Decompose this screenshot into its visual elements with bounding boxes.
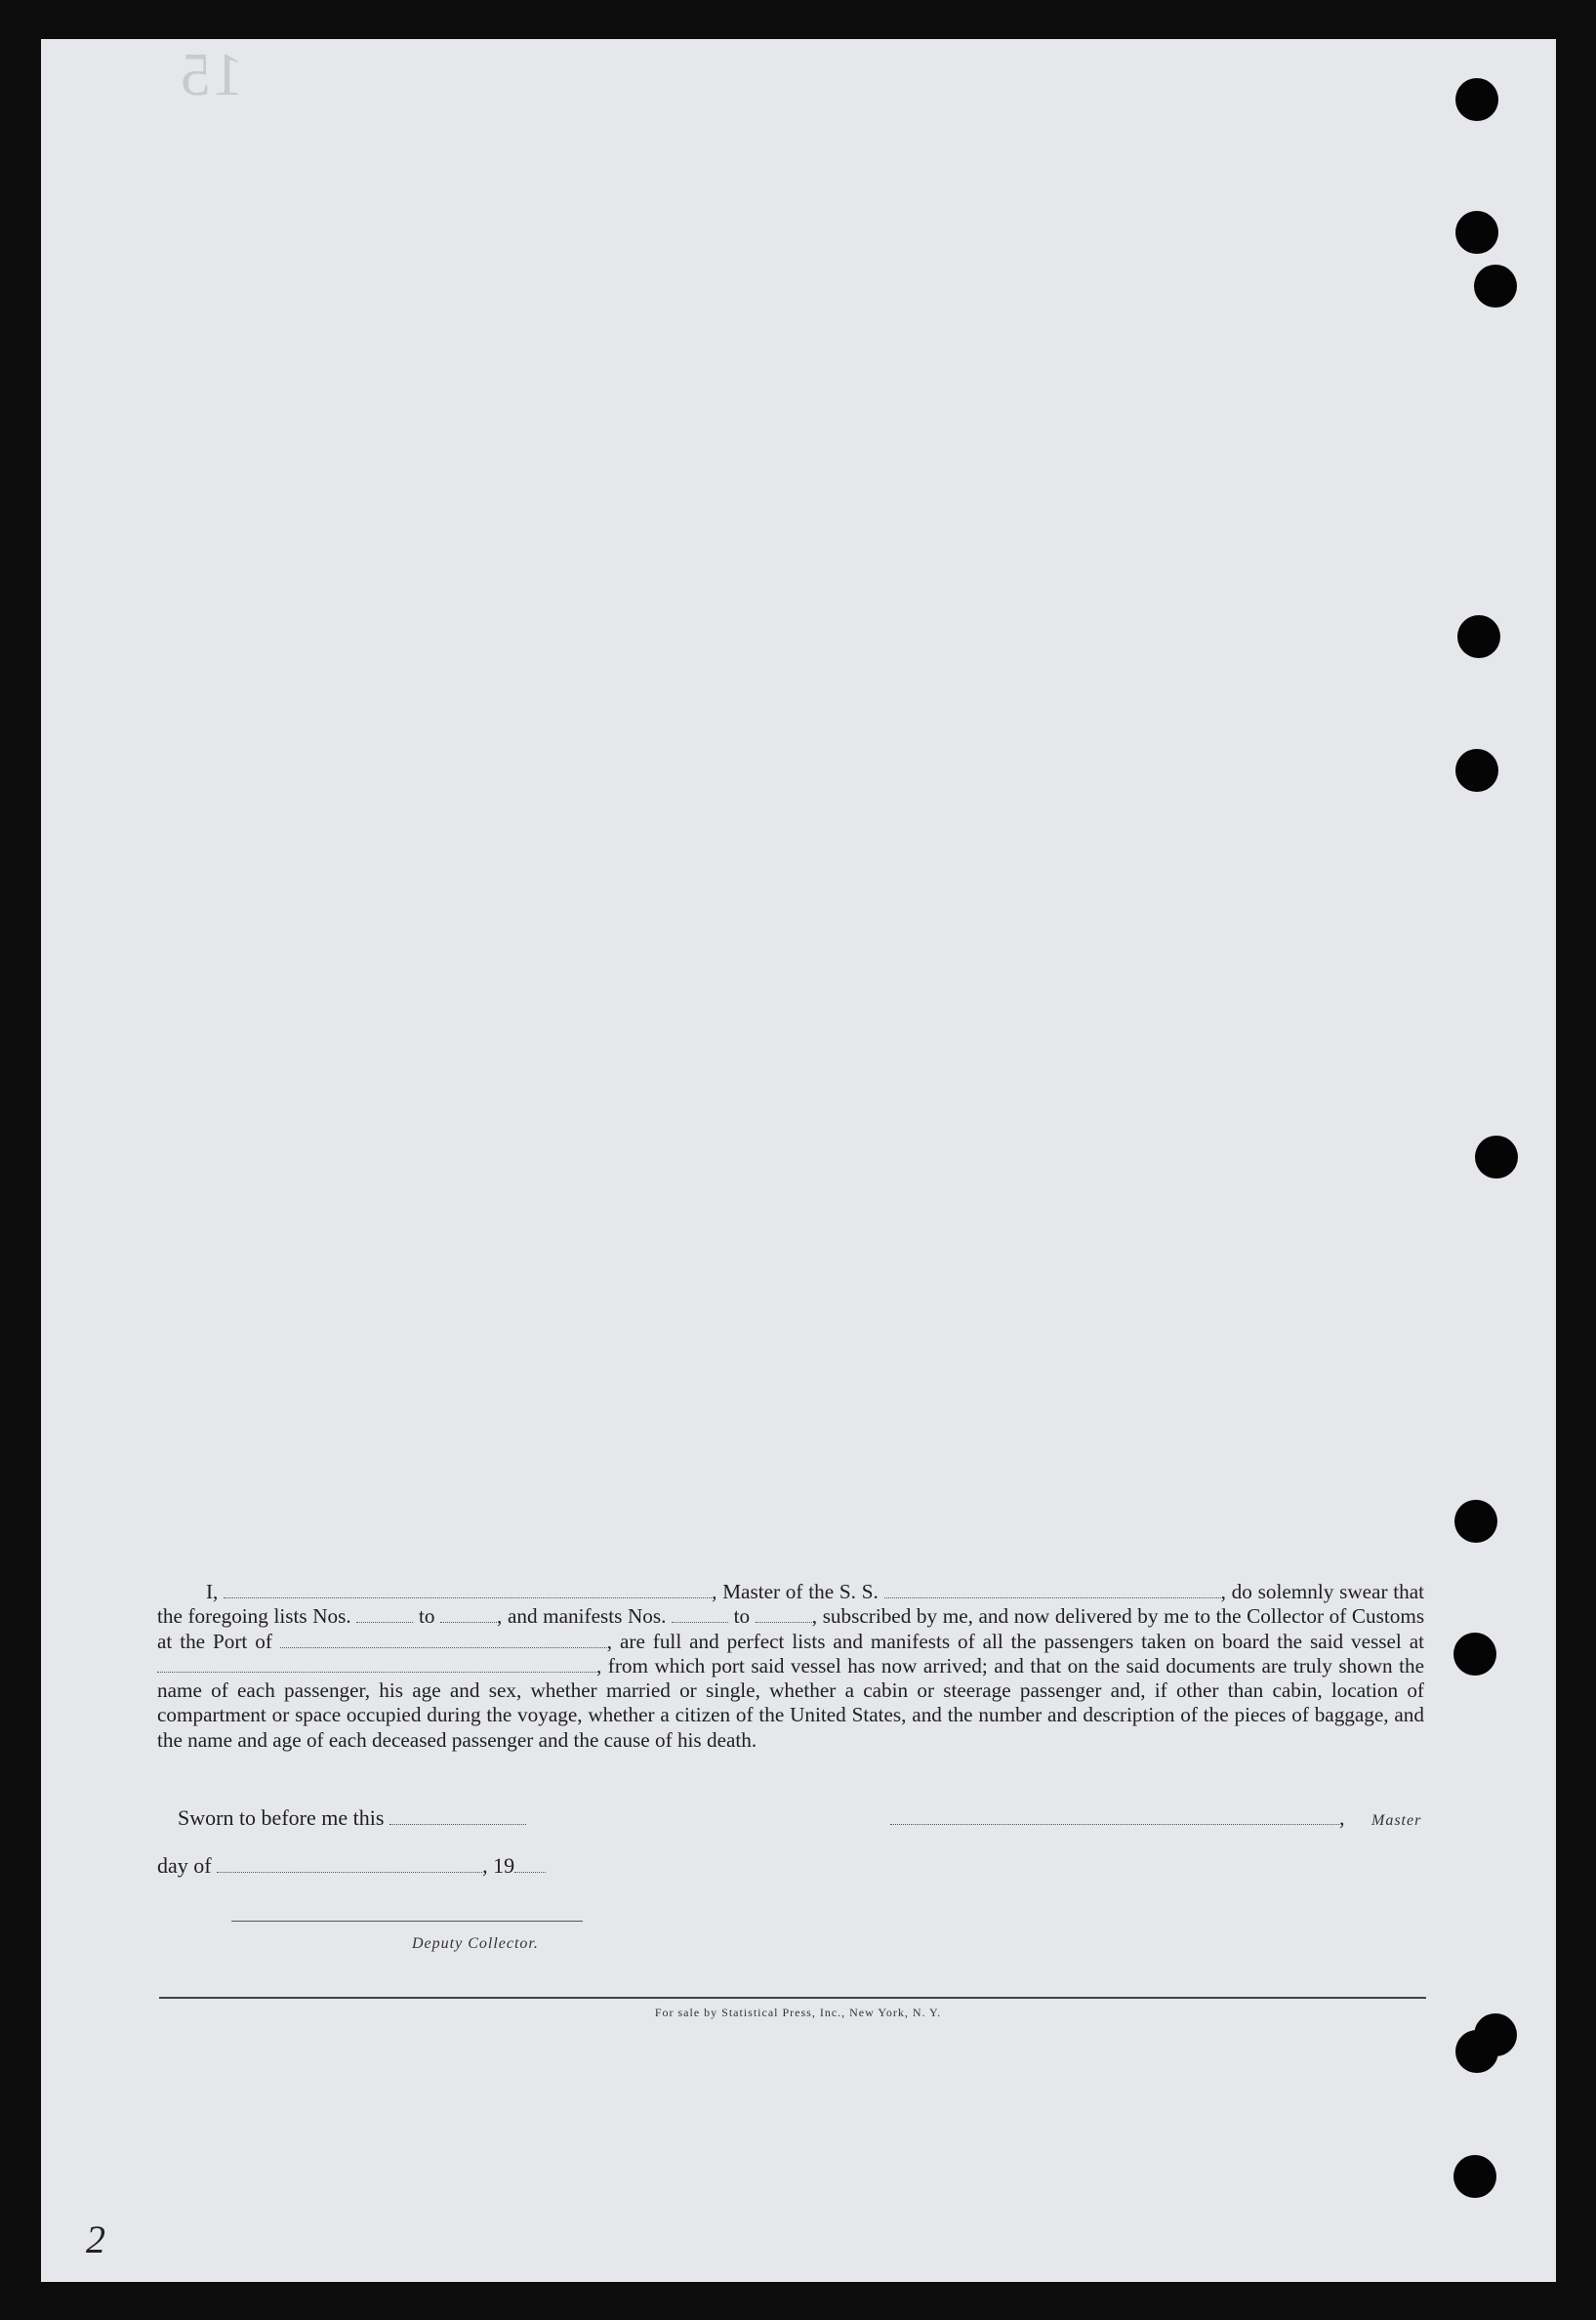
handwritten-mark: 2 [86,2217,105,2261]
oath-to-1: to [418,1604,435,1629]
manifests-from-blank[interactable] [672,1608,728,1623]
deputy-row [412,1928,539,1954]
punch-hole [1455,2030,1498,2073]
oath-paragraph [157,1580,1424,1753]
oath-manifests-all: manifests of all the passengers taken on board the said vessel at [870,1629,1425,1653]
sworn-day-blank[interactable] [389,1810,526,1825]
year-prefix: , 19 [482,1853,515,1878]
month-blank[interactable] [217,1858,482,1873]
deputy-collector-label: Deputy Collector. [412,1935,539,1952]
port-blank[interactable] [280,1634,607,1648]
manifests-to-blank[interactable] [756,1608,812,1623]
footer-rule [159,1997,1426,1999]
punch-hole [1474,265,1517,308]
punch-hole [1454,1500,1497,1543]
master-signature-row: , Master [890,1805,1421,1831]
oath-from-which: , from which [596,1653,706,1678]
punch-hole [1455,749,1498,792]
master-label: Master [1371,1812,1422,1829]
day-of-row [157,1853,546,1879]
punch-hole [1457,615,1500,658]
oath-swear: swear that the foregoing lists Nos. [157,1580,1425,1629]
departure-port-blank[interactable] [157,1658,596,1673]
oath-subscribed: , subscribed by me, and now [811,1604,1050,1629]
oath-are-full: , are full and perfect lists and [606,1629,863,1653]
document-page [41,39,1556,2282]
master-signature-blank[interactable] [890,1810,1339,1825]
oath-delivered: delivered by me to the Collector of Customs at the Port of [157,1604,1425,1653]
oath-and-manifests: , and manifests Nos. [497,1604,667,1629]
sworn-label: Sworn to before me this [178,1805,385,1830]
punch-hole [1453,1633,1496,1676]
oath-i: I, [206,1580,219,1603]
ship-name-blank[interactable] [884,1584,1221,1598]
punch-hole [1455,211,1498,254]
oath-to-2: to [733,1604,751,1629]
lists-to-blank[interactable] [440,1608,497,1623]
sworn-row [178,1805,526,1831]
oath-master-of-ss: , Master of the S. S. [712,1580,879,1603]
lists-from-blank[interactable] [356,1608,413,1623]
master-name-blank[interactable] [224,1584,712,1598]
oath-body: port said vessel has now arrived; and that on the said documents are truly shown the name of each passenger, his age and sex, whether married or single, whether a cabin or steerage passenger and, if other than cabin, location of compartment or space occupied during the voyage, whether a citizen of the United States, and the number and description of the pieces of baggage, and the name and age of each deceased passenger and the cause of his death. [157,1653,1425,1752]
punch-hole [1453,2155,1496,2198]
deputy-signature-line[interactable] [231,1921,583,1922]
oath-do-solemnly: , do solemnly [1220,1580,1334,1603]
year-blank[interactable] [514,1858,546,1873]
day-of-label: day of [157,1853,212,1878]
punch-hole [1475,1136,1518,1179]
punch-hole [1455,78,1498,121]
faint-page-number: 15 [179,42,243,108]
printer-note: For sale by Statistical Press, Inc., New York, N. Y. [654,2006,942,2019]
